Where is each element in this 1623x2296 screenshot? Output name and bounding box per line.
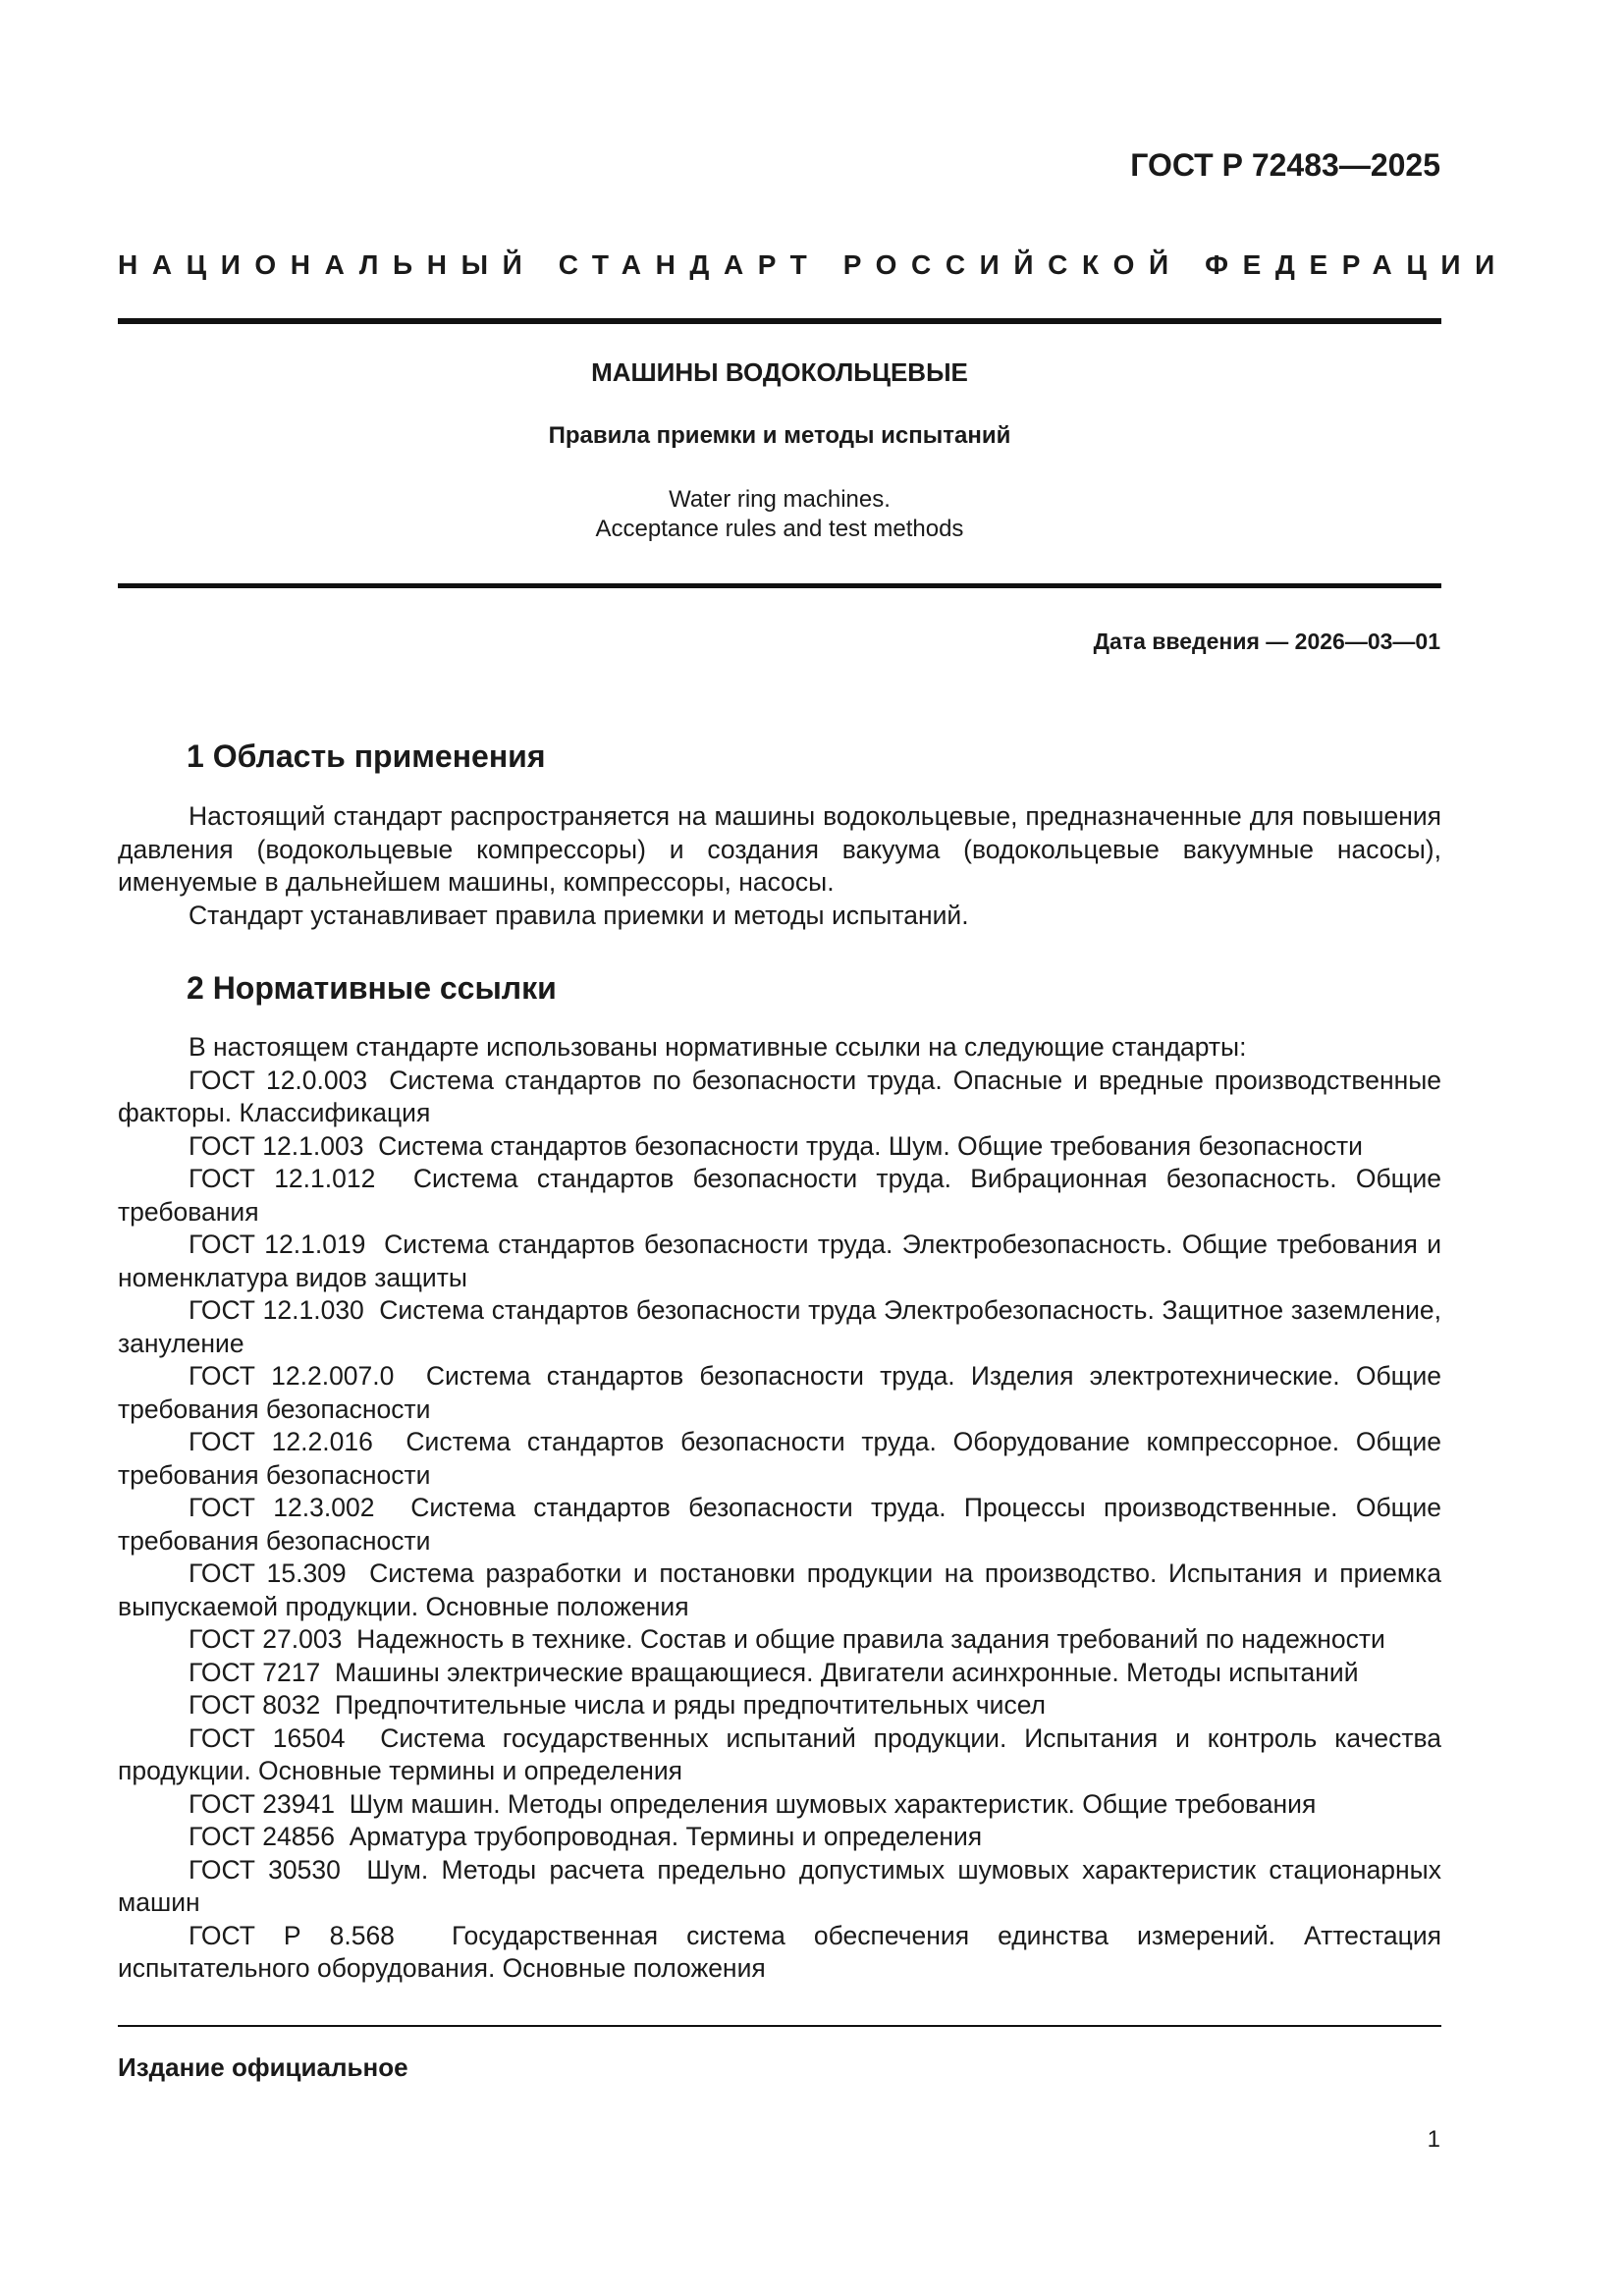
reference-code: ГОСТ 8032 — [189, 1690, 321, 1720]
reference-code: ГОСТ 7217 — [189, 1657, 321, 1687]
reference-item — [118, 1788, 1441, 1822]
reference-code: ГОСТ 12.1.012 — [189, 1164, 376, 1193]
reference-title: Система стандартов безопасности труда Электробезопасность. Защитное заземление, зануление — [118, 1295, 1441, 1358]
page-number: 1 — [1427, 2126, 1440, 2153]
reference-item — [118, 1558, 1441, 1623]
standard-subtitle: Правила приемки и методы испытаний — [548, 422, 1011, 449]
footer-rule — [118, 2025, 1441, 2027]
reference-item — [118, 1623, 1441, 1657]
reference-code: ГОСТ 30530 — [189, 1854, 341, 1885]
reference-title: Надежность в технике. Состав и общие правила задания требований по надежности — [356, 1624, 1385, 1654]
reference-item — [118, 1065, 1441, 1130]
paragraph: Настоящий стандарт распространяется на машины водокольцевые, предназначенные для повышения давления (водокольцевые компрессоры) и создания вакуума (водокольцевые вакуумные насосы), именуемые в дальнейшем машины, компрессоры, насосы. — [118, 801, 1441, 897]
reference-item — [118, 1130, 1441, 1164]
introduction-date: Дата введения — 2026—03—01 — [1093, 629, 1440, 654]
reference-title: Машины электрические вращающиеся. Двигатели асинхронные. Методы испытаний — [334, 1657, 1359, 1687]
reference-item — [118, 1920, 1441, 1986]
reference-code: ГОСТ 12.1.003 — [189, 1130, 364, 1161]
reference-item — [118, 1657, 1441, 1690]
reference-item — [118, 1360, 1441, 1426]
reference-code: ГОСТ 23941 — [189, 1788, 335, 1819]
reference-title: Предпочтительные числа и ряды предпочтительных чисел — [334, 1690, 1047, 1720]
reference-code: ГОСТ 16504 — [189, 1722, 346, 1753]
reference-item — [118, 1821, 1441, 1854]
reference-code: ГОСТ 15.309 — [189, 1558, 347, 1588]
reference-code: ГОСТ 12.3.002 — [189, 1493, 375, 1522]
reference-title: Система стандартов безопасности труда. Оборудование компрессорное. Общие требования безопасности — [118, 1427, 1441, 1490]
reference-title: Арматура трубопроводная. Термины и определения — [349, 1822, 983, 1851]
reference-title: Шум. Методы расчета предельно допустимых шумовых характеристик стационарных машин — [118, 1854, 1441, 1917]
reference-item — [118, 1426, 1441, 1492]
reference-title: Система стандартов безопасности труда. Изделия электротехнические. Общие требования безопасности — [118, 1361, 1441, 1424]
english-title-line2: Acceptance rules and test methods — [595, 516, 964, 542]
paragraph: Стандарт устанавливает правила приемки и методы испытаний. — [189, 900, 969, 930]
reference-item — [118, 1722, 1441, 1788]
normative-references-list — [118, 1031, 1441, 1986]
reference-code: ГОСТ 24856 — [189, 1822, 335, 1851]
english-title-line1: Water ring machines. — [669, 486, 891, 513]
reference-item — [118, 1492, 1441, 1558]
reference-code: ГОСТ 12.2.007.0 — [189, 1361, 395, 1391]
reference-title: Система стандартов по безопасности труда. Опасные и вредные производственные факторы. Классификация — [118, 1065, 1442, 1127]
section-body-scope — [118, 800, 1441, 932]
reference-code: ГОСТ Р 8.568 — [189, 1920, 395, 1950]
header-rule — [118, 318, 1441, 324]
reference-code: ГОСТ 12.2.016 — [189, 1427, 373, 1456]
reference-title: Система стандартов безопасности труда. Шум. Общие требования безопасности — [378, 1130, 1363, 1161]
reference-title: Система стандартов безопасности труда. Процессы производственные. Общие требования безопасности — [118, 1493, 1441, 1556]
reference-title: Шум машин. Методы определения шумовых характеристик. Общие требования — [349, 1788, 1317, 1819]
document-code: ГОСТ Р 72483—2025 — [1130, 147, 1440, 183]
reference-item — [118, 1294, 1441, 1360]
references-intro: В настоящем стандарте использованы нормативные ссылки на следующие стандарты: — [189, 1032, 1247, 1062]
reference-code: ГОСТ 12.1.019 — [189, 1230, 366, 1259]
reference-title: Государственная система обеспечения единства измерений. Аттестация испытательного оборудования. Основные положения — [118, 1920, 1441, 1983]
national-standard-banner: НАЦИОНАЛЬНЫЙ СТАНДАРТ РОССИЙСКОЙ ФЕДЕРАЦИИ — [118, 249, 1509, 280]
standard-title: МАШИНЫ ВОДОКОЛЬЦЕВЫЕ — [591, 357, 968, 387]
reference-item — [118, 1854, 1441, 1920]
reference-code: ГОСТ 27.003 — [189, 1624, 343, 1654]
reference-code: ГОСТ 12.0.003 — [189, 1065, 368, 1095]
reference-title: Система стандартов безопасности труда. Электробезопасность. Общие требования и номенклатура видов защиты — [118, 1230, 1442, 1292]
official-edition-label: Издание официальное — [118, 2052, 408, 2082]
reference-title: Система стандартов безопасности труда. Вибрационная безопасность. Общие требования — [118, 1164, 1441, 1227]
reference-title: Система разработки и постановки продукции на производство. Испытания и приемка выпускаемой продукции. Основные положения — [118, 1558, 1442, 1621]
section-heading-normative-refs: 2 Нормативные ссылки — [187, 970, 557, 1006]
section-heading-scope: 1 Область применения — [187, 738, 546, 774]
title-rule — [118, 583, 1441, 588]
reference-item — [118, 1163, 1441, 1229]
reference-title: Система государственных испытаний продукции. Испытания и контроль качества продукции. Основные термины и определения — [118, 1722, 1441, 1785]
reference-item — [118, 1689, 1441, 1722]
reference-item — [118, 1229, 1441, 1294]
reference-code: ГОСТ 12.1.030 — [189, 1295, 364, 1325]
